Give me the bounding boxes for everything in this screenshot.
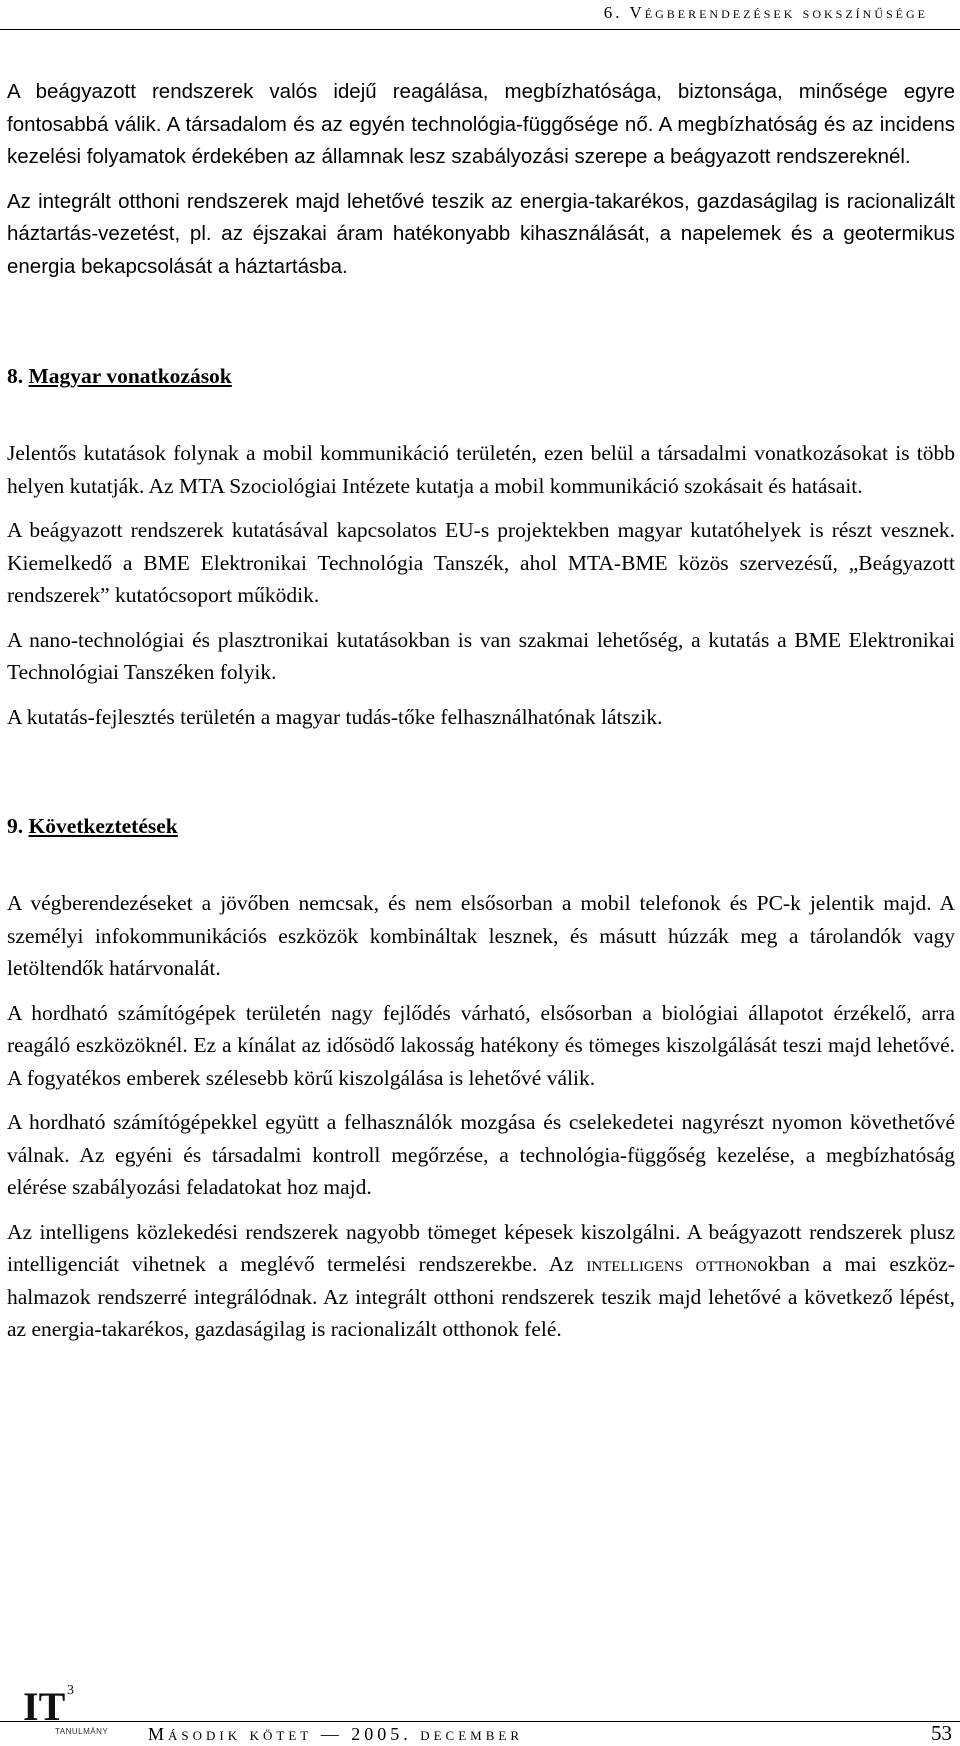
section-9-number: 9.	[7, 814, 24, 838]
section-9-paragraph-1: A végberendezéseket a jövőben nemcsak, és nem elsősorban a mobil telefonok és PC-k jelentik majd. A személyi infokommunikációs eszközök kombináltak lesznek, és másutt húzzák meg a tárolandók vagy letöltendők határvonalát.	[7, 891, 955, 980]
section-9-paragraph-4-text: Az intelligens közlekedési rendszerek nagyobb tömeget képesek kiszolgálni. A beágyazott rendszerek plusz intelligenciát vihetnek a meglévő termelési rendszerekbe.	[7, 1219, 955, 1276]
page-header	[0, 0, 960, 30]
section-8-heading	[7, 361, 955, 391]
section-9-title: Következtetések	[28, 814, 178, 838]
intro-paragraph-1: A beágyazott rendszerek valós idejű reagálása, megbízhatósága, biztonsága, minősége egyre fontosabbá válik. A társadalom és az egyén technológia-függősége nő. A megbízhatóság és az incidens kezelési folyamatok érdekében az államnak lesz szabályozási szerepe a beágyazott rendszereknél.	[7, 80, 955, 168]
logo-subtitle: TANULMÁNY	[55, 1727, 109, 1736]
section-9-paragraph-3: A hordható számítógépekkel együtt a felhasználók mozgása és cselekedetei nagyrészt nyomon követhetővé válnak. Az egyéni és társadalmi kontroll megőrzése, a technológia-függőség kezelése, a megbízhatóság elérése szabályozási feladatokat hoz majd.	[7, 1110, 955, 1199]
section-8-paragraph-4: A kutatás-fejlesztés területén a magyar tudás-tőke felhasználhatónak látszik.	[7, 704, 663, 729]
section-8-paragraph-1: Jelentős kutatások folynak a mobil kommunikáció területén, ezen belül a társadalmi vonatkozásokat is több helyen kutatják. Az MTA Szociológiai Intézete kutatja a mobil kommunikáció szokásait és hatásait.	[7, 441, 955, 498]
page-footer	[0, 1685, 960, 1745]
footer-rule	[0, 1721, 960, 1722]
page-body	[7, 76, 955, 1358]
section-9-paragraph-4-end: okban a mai eszköz-halmazok rendszerré integrálódnak. Az integrált otthoni rendszerek teszik majd lehetővé a következő lépést, az energia-takarékos, gazdaságilag is racionalizált otthonok felé.	[7, 1252, 955, 1341]
section-9-paragraph-2: A hordható számítógépek területén nagy fejlődés várható, elsősorban a biológiai állapotot érzékelő, arra reagáló eszközöknél. Ez a kínálat az idősödő lakosság hatékony és tömeges kiszolgálását teszi majd lehetővé. A fogyatékos emberek szélesebb körű kiszolgálása is lehetővé válik.	[7, 1000, 955, 1090]
logo-superscript: 3	[67, 1683, 74, 1698]
section-9-heading	[7, 811, 955, 841]
logo-main-text: IT	[23, 1684, 66, 1729]
header-rule	[0, 29, 960, 30]
running-header-title: 6. Végberendezések sokszínűsége	[603, 3, 928, 22]
footer-volume-date: Második kötet — 2005. december	[148, 1724, 523, 1744]
section-9-paragraph-4-continuation: Az	[548, 1252, 587, 1276]
section-8-paragraph-2: A beágyazott rendszerek kutatásával kapcsolatos EU-s projektekben magyar kutatóhelyek is részt vesznek. Kiemelkedő a BME Elektronikai Technológia Tanszék, ahol MTA-BME közös szervezésű, „Beágyazott rendszerek” kutatócsoport működik.	[7, 518, 955, 607]
it3-logo	[5, 1685, 155, 1741]
section-8-title: Magyar vonatkozások	[28, 364, 232, 388]
section-8-number: 8.	[7, 364, 24, 388]
section-8-paragraph-3: A nano-technológiai és plasztronikai kutatásokban is van szakmai lehetőség, a kutatás a BME Elektronikai Technológiai Tanszéken folyik.	[7, 627, 955, 684]
intelligent-home-term: intelligens otthon	[586, 1252, 758, 1276]
section-9-paragraph-4	[7, 1216, 955, 1346]
intro-paragraph-2: Az integrált otthoni rendszerek majd lehetővé teszik az energia-takarékos, gazdaságilag is racionalizált háztartás-vezetést, pl. az éjszakai áram hatékonyabb kihasználását, a napelemek és a geotermikus energia bekapcsolását a háztartásba.	[7, 189, 955, 278]
page-number: 53	[931, 1721, 952, 1745]
